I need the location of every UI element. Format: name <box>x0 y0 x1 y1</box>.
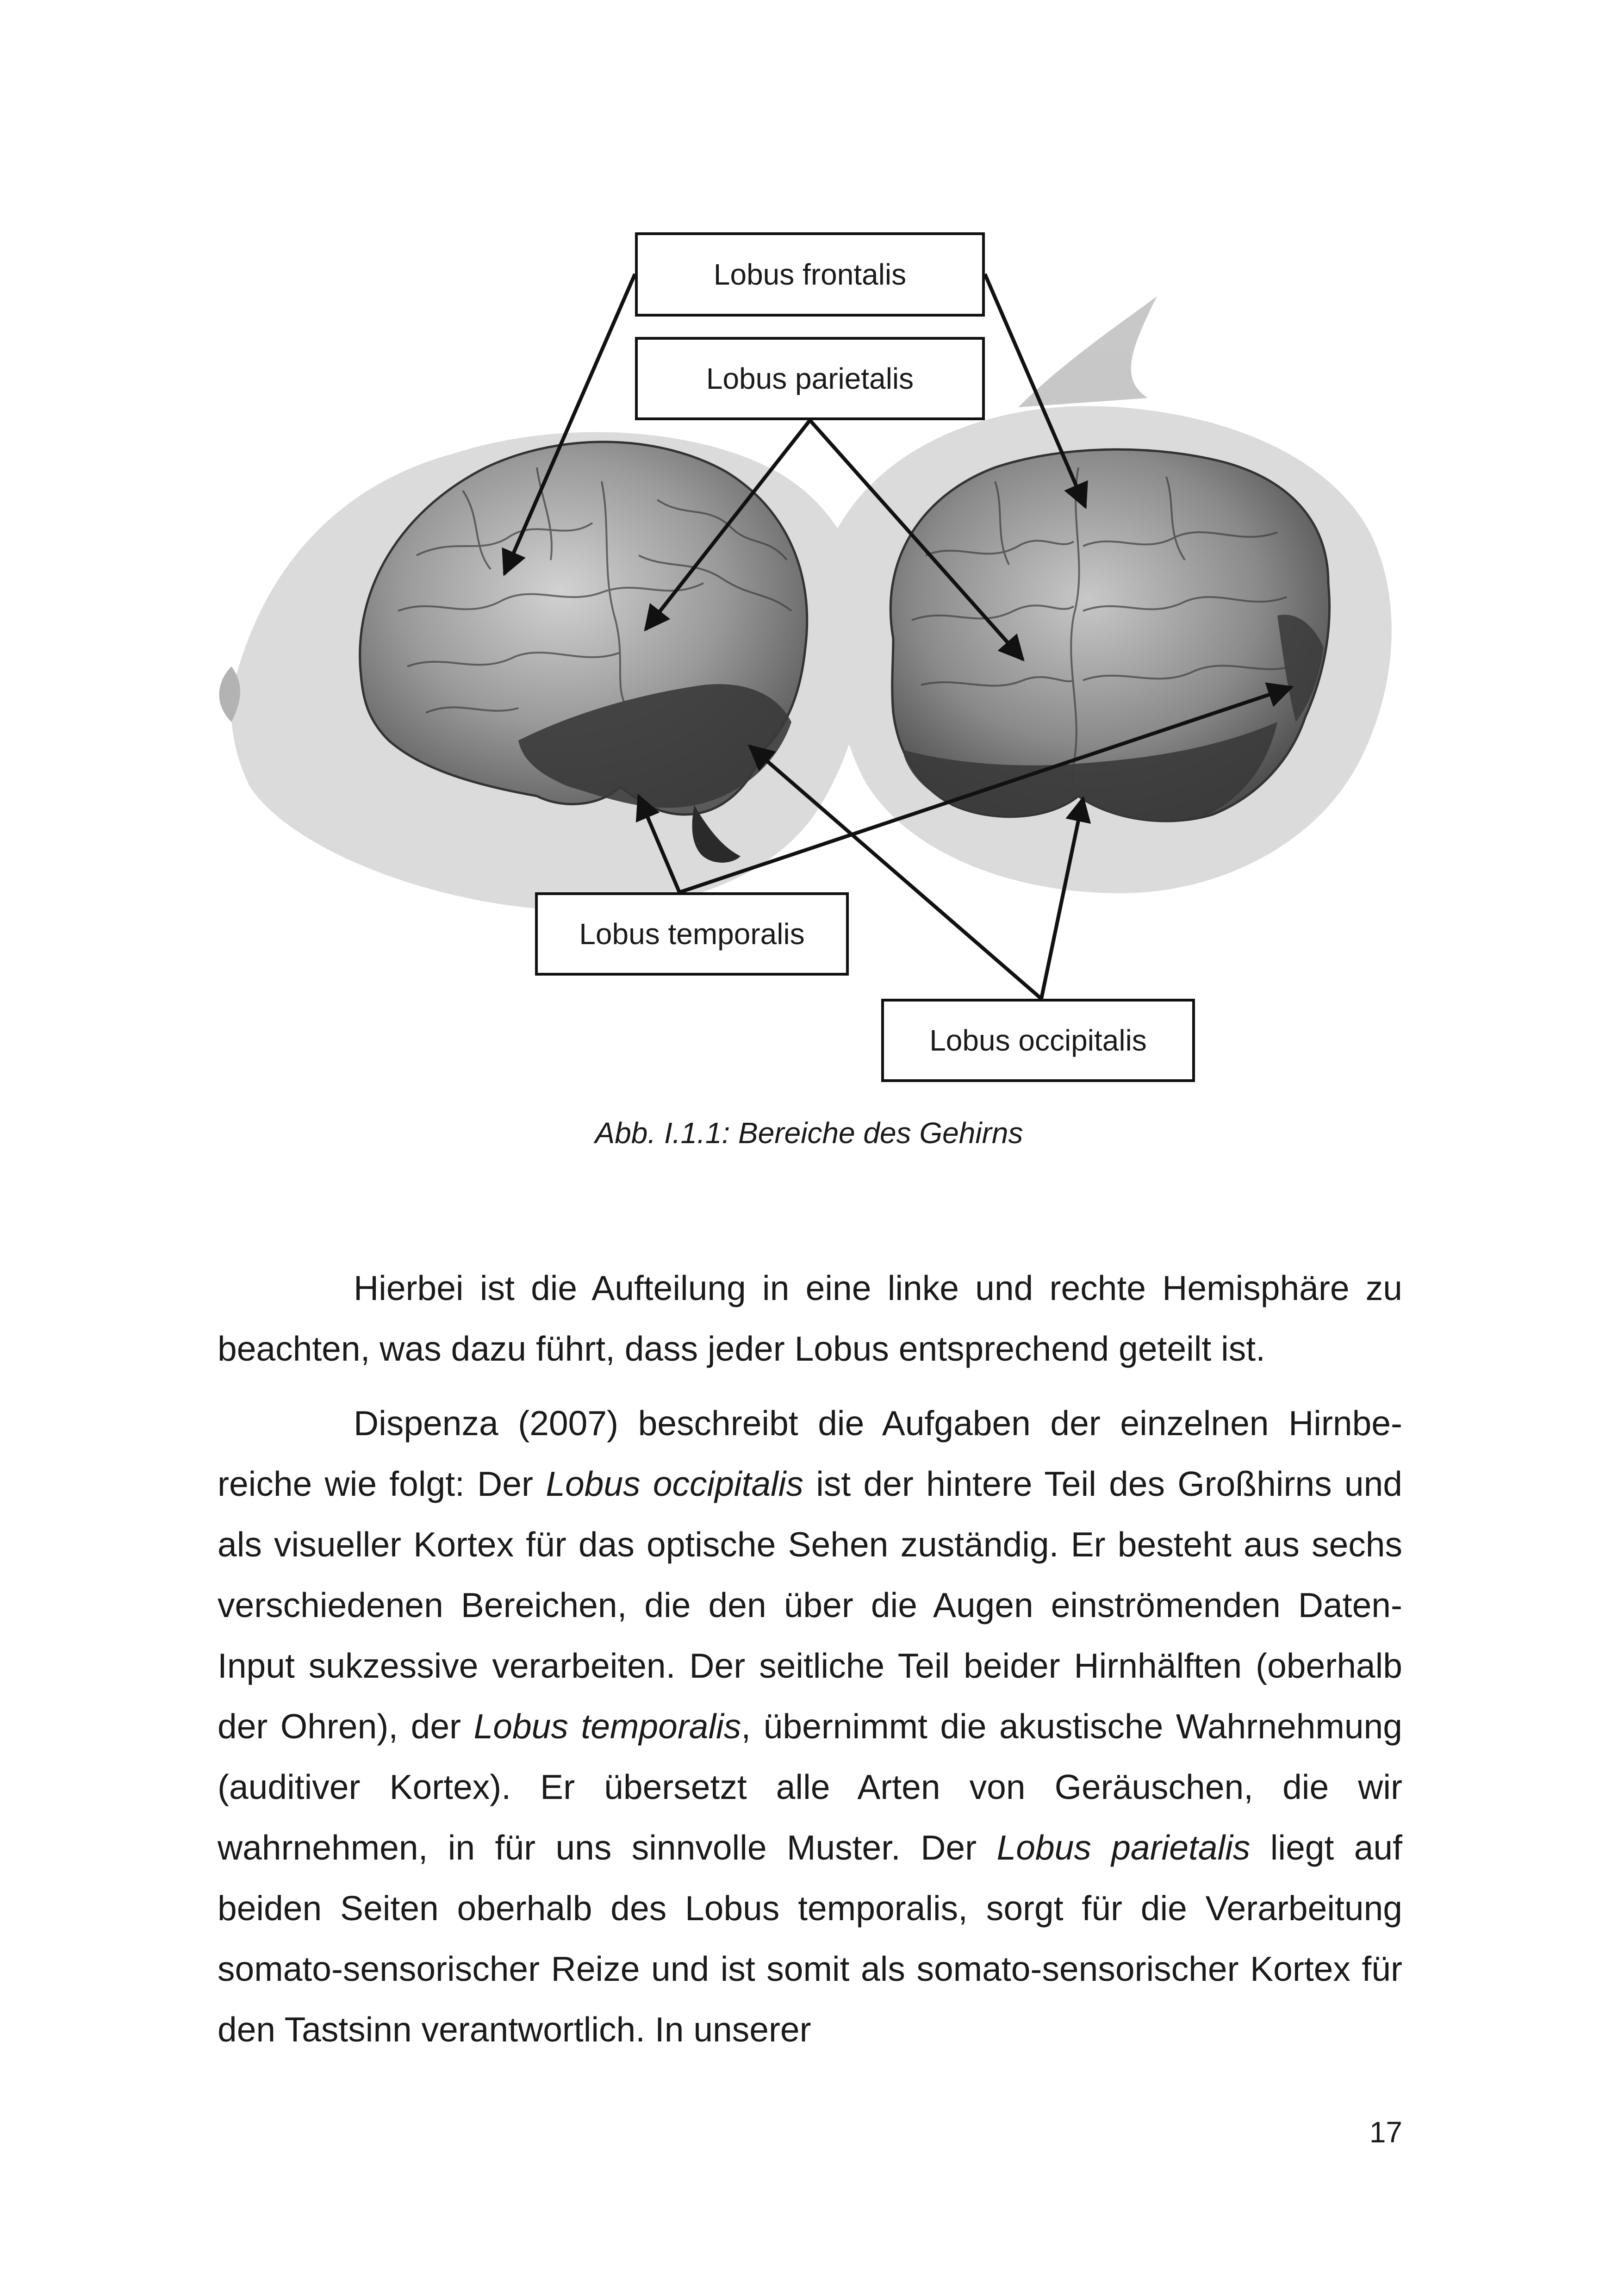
term-lobus-temporalis: Lobus temporalis <box>473 1707 741 1746</box>
text-run: liegt auf beiden Seiten oberhalb des Lobus temporalis, sorgt für die Verarbeitung somato-sensorischer Reize und ist somit als somato-sensorischer Kortex für den Tastsinn verantwortlich. In unserer <box>218 1828 1402 2049</box>
page-number: 17 <box>1369 2116 1402 2149</box>
body-text <box>218 1258 1402 2074</box>
term-lobus-occipitalis: Lobus occipitalis <box>546 1464 803 1503</box>
term-lobus-parietalis: Lobus parietalis <box>996 1828 1251 1867</box>
figure-caption: Abb. I.1.1: Bereiche des Gehirns <box>595 1116 1023 1150</box>
label-lobus-occipitalis: Lobus occipitalis <box>881 999 1195 1082</box>
brain-figure <box>0 0 1618 1078</box>
text-run: , übernimmt die akustische Wahrnehmung (auditiver Kortex). Er übersetzt alle Arten von Geräuschen, die wir wahrnehmen, in für uns sinnvolle Muster. Der <box>218 1707 1402 1867</box>
paragraph: Hierbei ist die Aufteilung in eine linke und rechte Hemisphäre zu beachten, was dazu führt, dass jeder Lobus entsprechend geteilt ist. <box>218 1269 1402 1368</box>
brain-posterior-view <box>890 449 1329 821</box>
paragraph <box>218 1393 1402 2060</box>
label-lobus-temporalis: Lobus temporalis <box>535 892 849 976</box>
text-run: ist der hintere Teil des Großhirns und als visueller Kortex für das optische Sehen zuständig. Er besteht aus sechs verschiedenen Bereichen, die den über die Augen einströmenden Daten-Input sukzessive verarbeiten. Der seitliche Teil beider Hirnhälften (oberhalb der Ohren), der <box>218 1464 1403 1746</box>
text-run: Dispenza (2007) beschreibt die Aufgaben der einzelnen Hirnbereiche wie folgt: Der <box>218 1404 1402 1503</box>
label-lobus-parietalis: Lobus parietalis <box>635 337 985 420</box>
label-lobus-frontalis: Lobus frontalis <box>635 232 985 317</box>
